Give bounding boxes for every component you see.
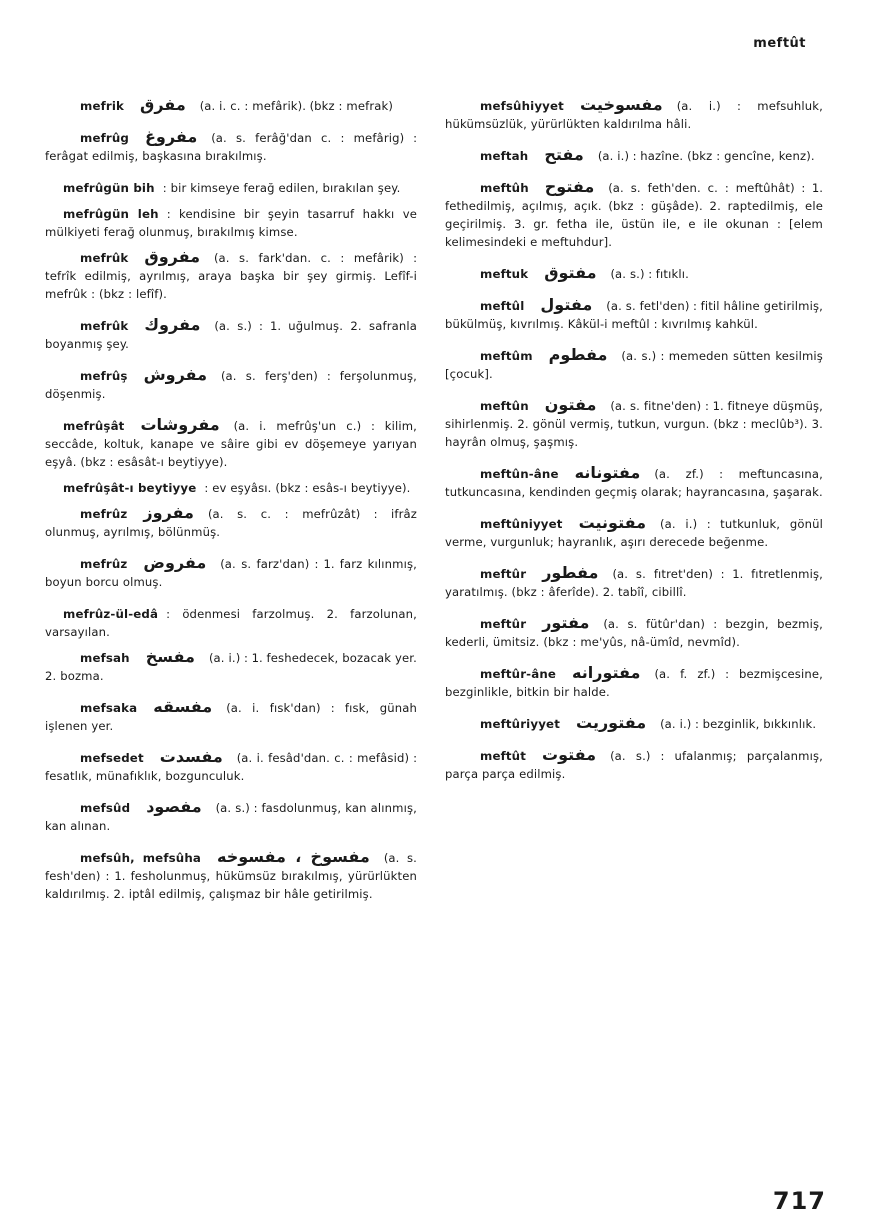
entry-headword: meftûm xyxy=(480,349,533,363)
dictionary-entry xyxy=(45,366,417,403)
entry-headword: meftût xyxy=(480,749,527,763)
dictionary-entry xyxy=(45,504,417,541)
entry-headword: mefrûz xyxy=(80,557,128,571)
entry-arabic-script: مفروغ xyxy=(145,127,198,146)
entry-arabic-script: مفتورانه xyxy=(572,663,641,682)
left-column xyxy=(45,96,417,916)
dictionary-entry xyxy=(445,146,823,165)
entry-headword: mefsah xyxy=(80,651,130,665)
entry-definition: (a. s. fütûr'dan) : bezgin, bezmiş, kederli, ümitsiz. (bkz : me'yûs, nâ-ümîd, nevmîd). xyxy=(445,617,823,649)
entry-headword: meftûh xyxy=(480,181,529,195)
entry-arabic-script: مفطور xyxy=(542,563,599,582)
dictionary-entry xyxy=(45,416,417,471)
dictionary-entry xyxy=(45,604,417,641)
entry-definition: : bir kimseye ferağ edilen, bırakılan şey. xyxy=(162,181,401,195)
entry-definition: (a. s. fıtret'den) : 1. fıtretlenmiş, yaratılmış. (bkz : âferîde). 2. tabîî, cibillî. xyxy=(445,567,823,599)
entry-definition: (a. i. fesâd'dan. c. : mefâsid) : fesatlık, münafıklık, bozgunculuk. xyxy=(45,751,417,783)
entry-headword: meftûniyyet xyxy=(480,517,563,531)
entry-headword: meftûn xyxy=(480,399,529,413)
dictionary-entry xyxy=(45,248,417,303)
entry-headword: mefrûşât xyxy=(63,419,125,433)
entry-headword: meftûriyyet xyxy=(480,717,560,731)
entry-headword: mefrûk xyxy=(80,251,129,265)
entry-headword: mefrûk xyxy=(80,319,129,333)
dictionary-entry xyxy=(45,128,417,165)
entry-definition: (a. s. ferş'den) : ferşolunmuş, döşenmiş. xyxy=(45,369,417,401)
entry-headword: mefrûgün bih xyxy=(63,181,155,195)
entry-definition: (a. s. c. : mefrûzât) : ifrâz olunmuş, ayrılmış, bölünmüş. xyxy=(45,507,417,539)
dictionary-entry xyxy=(445,96,823,133)
entry-headword: meftah xyxy=(480,149,529,163)
entry-headword: mefsûhiyyet xyxy=(480,99,564,113)
dictionary-entry xyxy=(445,296,823,333)
entry-definition: (a. s.) : memeden sütten kesilmiş [çocuk]. xyxy=(445,349,823,381)
dictionary-entry xyxy=(445,664,823,701)
entry-headword: mefrûşât-ı beytiyye xyxy=(63,481,197,495)
entry-arabic-script: مفتوريت xyxy=(576,713,647,732)
entry-headword: mefsûd xyxy=(80,801,131,815)
entry-headword: meftûn-âne xyxy=(480,467,559,481)
page-number: 717 xyxy=(772,1187,826,1215)
dictionary-entry xyxy=(445,714,823,733)
entry-headword: mefsaka xyxy=(80,701,138,715)
entry-definition: (a. s.) : 1. uğulmuş. 2. safranla boyanmış şey. xyxy=(45,319,417,351)
entry-definition: (a. s. fetl'den) : fitil hâline getirilmiş, bükülmüş, kıvrılmış. Kâkül-i meftûl : kıvrılmış kahkül. xyxy=(445,299,823,331)
entry-definition: (a. i.) : hazîne. (bkz : gencîne, kenz). xyxy=(597,149,815,163)
entry-definition: (a. i.) : mefsuhluk, hükümsüzlük, yürürlükten kaldırılma hâli. xyxy=(445,99,823,131)
dictionary-entry xyxy=(45,554,417,591)
entry-arabic-script: مفتون xyxy=(544,395,597,414)
dictionary-entry xyxy=(45,178,417,197)
dictionary-entry xyxy=(45,478,417,497)
entry-definition: (a. s.) : fıtıklı. xyxy=(610,267,689,281)
entry-definition: (a. zf.) : meftuncasına, tutkuncasına, kendinden geçmiş olarak; hayrancasına, şaşarak. xyxy=(445,467,823,499)
dictionary-entry xyxy=(45,204,417,241)
entry-headword: meftûr-âne xyxy=(480,667,557,681)
entry-definition: : ev eşyâsı. (bkz : esâs-ı beytiyye). xyxy=(204,481,411,495)
dictionary-entry xyxy=(445,564,823,601)
entry-arabic-script: مفتوت xyxy=(542,745,597,764)
entry-arabic-script: مفروك xyxy=(144,315,201,334)
entry-definition: (a. s. ferâğ'dan c. : mefârig) : ferâgat edilmiş, başkasına bırakılmış. xyxy=(45,131,417,163)
entry-arabic-script: مفسدت xyxy=(159,747,223,766)
dictionary-entry xyxy=(445,264,823,283)
entry-arabic-script: مفتور xyxy=(542,613,590,632)
dictionary-entry xyxy=(45,848,417,903)
entry-headword: mefsedet xyxy=(80,751,144,765)
dictionary-entry xyxy=(445,746,823,783)
entry-definition: (a. i. fısk'dan) : fısk, günah işlenen yer. xyxy=(45,701,417,733)
entry-definition: (a. i.) : tutkunluk, gönül verme, vurgunluk; hayranlık, aşırı derecede beğenme. xyxy=(445,517,823,549)
entry-arabic-script: مفروش xyxy=(143,365,207,384)
right-column xyxy=(445,96,823,796)
entry-headword: meftûr xyxy=(480,617,527,631)
entry-arabic-script: مفتونيت xyxy=(578,513,647,532)
entry-definition: (a. s.) : ufalanmış; parçalanmış, parça parça edilmiş. xyxy=(445,749,823,781)
dictionary-entry xyxy=(45,698,417,735)
entry-definition: (a. s. fark'dan. c. : mefârik) : tefrîk edilmiş, ayrılmış, araya başka bir şey girmiş. Lefîf-i mefrûk : (bkz : lefîf). xyxy=(45,251,417,301)
dictionary-entry xyxy=(45,798,417,835)
entry-arabic-script: مفتوق xyxy=(544,263,597,282)
entry-headword: mefsûh, mefsûha xyxy=(80,851,201,865)
dictionary-entry xyxy=(445,178,823,251)
entry-arabic-script: مفسقه xyxy=(153,697,213,716)
entry-headword: meftûl xyxy=(480,299,525,313)
entry-arabic-script: مفسوخيت xyxy=(579,95,663,114)
entry-arabic-script: مفرق xyxy=(140,95,186,114)
entry-definition: (a. s. farz'dan) : 1. farz kılınmış, boyun borcu olmuş. xyxy=(45,557,417,589)
running-head: meftût xyxy=(753,36,806,51)
entry-arabic-script: مفروز xyxy=(143,503,194,522)
entry-definition: : kendisine bir şeyin tasarruf hakkı ve mülkiyeti ferağ olunmuş, bırakılmış kimse. xyxy=(45,207,418,239)
entry-arabic-script: مفروض xyxy=(143,553,207,572)
dictionary-entry xyxy=(445,464,823,501)
entry-arabic-script: مفصود xyxy=(146,797,202,816)
entry-headword: mefrûz xyxy=(80,507,128,521)
entry-arabic-script: مفتوح xyxy=(544,177,595,196)
entry-arabic-script: مفسوخ ، مفسوخه xyxy=(216,847,370,866)
entry-arabic-script: مفطوم xyxy=(548,345,608,364)
entry-headword: meftûr xyxy=(480,567,527,581)
entry-headword: mefrûg xyxy=(80,131,129,145)
dictionary-entry xyxy=(45,748,417,785)
entry-arabic-script: مفتول xyxy=(540,295,593,314)
entry-definition: (a. f. zf.) : bezmişcesine, bezginlikle, bitkin bir halde. xyxy=(445,667,823,699)
dictionary-entry xyxy=(445,514,823,551)
dictionary-entry xyxy=(45,316,417,353)
entry-headword: mefrûş xyxy=(80,369,128,383)
entry-arabic-script: مفتح xyxy=(544,145,584,164)
dictionary-entry xyxy=(445,614,823,651)
entry-definition: (a. s. fitne'den) : 1. fitneye düşmüş, sihirlenmiş. 2. gönül vermiş, tutkun, vurgun. (bkz : meclûb³). 3. hayrân olmuş, şaşmış. xyxy=(445,399,823,449)
dictionary-entry xyxy=(445,396,823,451)
entry-arabic-script: مفروشات xyxy=(140,415,220,434)
entry-definition: (a. i.) : 1. feshedecek, bozacak yer. 2. bozma. xyxy=(45,651,417,683)
dictionary-entry xyxy=(45,648,417,685)
entry-arabic-script: مفسخ xyxy=(145,647,195,666)
entry-headword: mefrûz-ül-edâ xyxy=(63,607,159,621)
entry-definition: : ödenmesi farzolmuş. 2. farzolunan, varsayılan. xyxy=(45,607,417,639)
entry-definition: (a. s.) : fasdolunmuş, kan alınmış, kan alınan. xyxy=(45,801,417,833)
entry-arabic-script: مفتونانه xyxy=(574,463,641,482)
entry-definition: (a. s. fesh'den) : 1. fesholunmuş, hükümsüz bırakılmış, yürürlükten kaldırılmış. 2. iptâl edilmiş, çalışmaz bir hâle getirilmiş. xyxy=(45,851,417,901)
entry-definition: (a. i. mefrûş'un c.) : kilim, seccâde, koltuk, kanape ve sâire gibi ev döşemeye yarıyan eşyâ. (bkz : esâsât-ı beytiyye). xyxy=(45,419,417,469)
entry-arabic-script: مفروق xyxy=(144,247,201,266)
dictionary-entry xyxy=(45,96,417,115)
dictionary-entry xyxy=(445,346,823,383)
entry-definition: (a. i. c. : mefârik). (bkz : mefrak) xyxy=(199,99,393,113)
entry-headword: mefrûgün leh xyxy=(63,207,159,221)
entry-definition: (a. s. feth'den. c. : meftûhât) : 1. fethedilmiş, açılmış, açık. (bkz : güşâde). 2. raptedilmiş, ele geçirilmiş. 3. gr. fetha ile, üstün ile, e ile okunan : [elem kelimesindeki e meftuhdur]. xyxy=(445,181,823,249)
entry-definition: (a. i.) : bezginlik, bıkkınlık. xyxy=(660,717,817,731)
entry-headword: meftuk xyxy=(480,267,529,281)
entry-headword: mefrik xyxy=(80,99,125,113)
